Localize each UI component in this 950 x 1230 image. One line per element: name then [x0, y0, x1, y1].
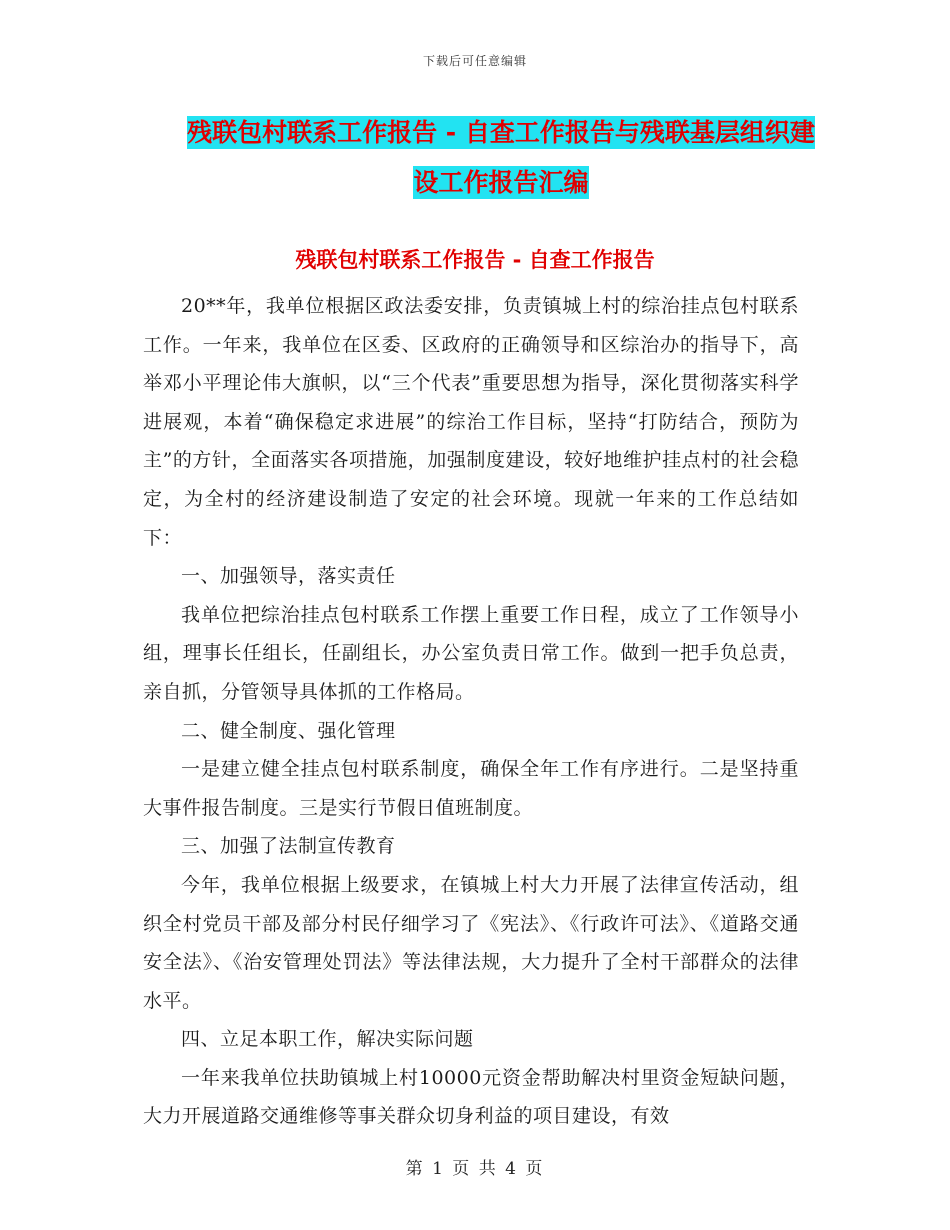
section-title: 残联包村联系工作报告 - 自查工作报告 [295, 248, 655, 272]
body-text [143, 287, 799, 1136]
main-title-text: 残联包村联系工作报告 - 自查工作报告与残联基层组织建设工作报告汇编 [187, 118, 815, 197]
heading-4: 四、立足本职工作，解决实际问题 [181, 1028, 474, 1051]
heading-1: 一、加强领导，落实责任 [181, 565, 396, 588]
paragraph-intro: 20**年，我单位根据区政法委安排，负责镇城上村的综治挂点包村联系工作。一年来，我单位在区委、区政府的正确领导和区综治办的指导下，高举邓小平理论伟大旗帜，以“三个代表”重要思想为指导，深化贯彻落实科学进展观，本着“确保稳定求进展”的综治工作目标，坚持“打防结合，预防为主”的方针，全面落实各项措施，加强制度建设，较好地维护挂点村的社会稳定，为全村的经济建设制造了安定的社会环境。现就一年来的工作总结如下： [143, 295, 799, 549]
paragraph-4: 一年来我单位扶助镇城上村10000元资金帮助解决村里资金短缺问题，大力开展道路交通维修等事关群众切身利益的项目建设，有效 [143, 1066, 799, 1128]
paragraph-3: 今年，我单位根据上级要求，在镇城上村大力开展了法律宣传活动，组织全村党员干部及部分村民仔细学习了《宪法》、《行政许可法》、《道路交通安全法》、《治安管理处罚法》等法律法规，大力提升了全村干部群众的法律水平。 [143, 873, 799, 1012]
heading-3: 三、加强了法制宣传教育 [181, 835, 396, 858]
header-note: 下载后可任意编辑 [422, 54, 527, 68]
paragraph-2: 一是建立健全挂点包村联系制度，确保全年工作有序进行。二是坚持重大事件报告制度。三是实行节假日值班制度。 [143, 758, 799, 819]
paragraph-1: 我单位把综治挂点包村联系工作摆上重要工作日程，成立了工作领导小组，理事长任组长，任副组长，办公室负责日常工作。做到一把手负总责，亲自抓，分管领导具体抓的工作格局。 [143, 603, 799, 703]
heading-2: 二、健全制度、强化管理 [181, 719, 396, 742]
main-title [186, 108, 816, 208]
page-footer: 第 1 页 共 4 页 [405, 1159, 545, 1179]
